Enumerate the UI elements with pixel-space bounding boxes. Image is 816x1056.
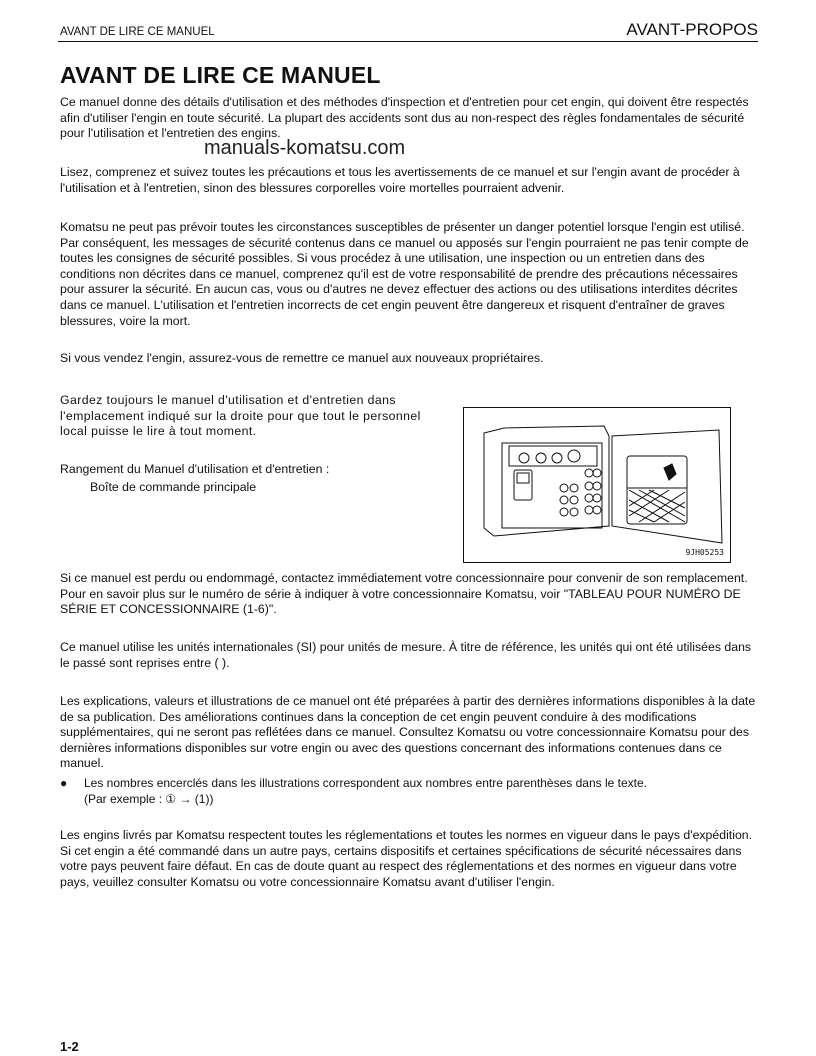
paragraph: Lisez, comprenez et suivez toutes les précautions et tous les avertissements de ce manuel et sur l'engin avant de procéder à l'utilisation et à l'entretien, sinon des blessures corporelles voire mortelles pourraient advenir. xyxy=(60,165,740,195)
paragraph: Rangement du Manuel d'utilisation et d'entretien : xyxy=(60,462,330,476)
paragraph: Gardez toujours le manuel d'utilisation et d'entretien dans l'emplacement indiqué sur la droite pour que tout le personnel local puisse le lire à tout moment. xyxy=(60,393,421,439)
watermark: manuals-komatsu.com xyxy=(204,137,406,159)
page-number: 1-2 xyxy=(60,1039,79,1054)
paragraph: Komatsu ne peut pas prévoir toutes les circonstances susceptibles de présenter un danger potentiel lorsque l'engin est utilisé. Par conséquent, les messages de sécurité contenus dans ce manuel ou apposés sur l'engin pourraient ne pas tenir compte de toutes les consignes de sécurité possibles. Si vous procédez à une utilisation, une inspection ou un entretien dans des conditions non décrites dans ce manuel, comprenez qu'il est de votre responsabilité de prendre des précautions nécessaires pour assurer la sécurité. En aucun cas, vous ou d'autres ne devez effectuer des actions ou des utilisations interdites décrites dans ce manuel. L'utilisation et l'entretien incorrects de cet engin peuvent être dangereux et risquent d'entraîner de graves blessures, voire la mort. xyxy=(60,220,749,328)
paragraph: Ce manuel donne des détails d'utilisation et des méthodes d'inspection et d'entretien pour cet engin, qui doivent être respectés afin d'utiliser l'engin en toute sécurité. La plupart des accidents sont dus au non-respect des règles fondamentales de sécurité pour l'utilisation et l'entretien des engins. xyxy=(60,95,749,141)
header-chapter: AVANT-PROPOS xyxy=(626,20,758,39)
paragraph: Boîte de commande principale xyxy=(90,480,257,494)
bullet-text: Les nombres encerclés dans les illustrations correspondent aux nombres entre parenthèses dans le texte. xyxy=(84,776,647,790)
header-rule xyxy=(58,41,758,42)
bullet-icon: ● xyxy=(60,776,68,790)
paragraph: Si ce manuel est perdu ou endommagé, contactez immédiatement votre concessionnaire pour convenir de son remplacement. Pour en savoir plus sur le numéro de série à indiquer à votre concessionnaire Komatsu, voir "TABLEAU POUR NUMÉRO DE SÉRIE ET CONCESSIONNAIRE (1-6)". xyxy=(60,571,748,617)
page-title: AVANT DE LIRE CE MANUEL xyxy=(60,62,381,88)
figure-id: 9JH05253 xyxy=(685,548,724,557)
paragraph: Si vous vendez l'engin, assurez-vous de remettre ce manuel aux nouveaux propriétaires. xyxy=(60,351,544,365)
header-section: AVANT DE LIRE CE MANUEL xyxy=(60,26,215,38)
bullet-example: (Par exemple : ① → (1)) xyxy=(84,791,214,806)
paragraph: Les engins livrés par Komatsu respectent toutes les réglementations et toutes les normes en vigueur dans le pays d'expédition. Si cet engin a été commandé dans un autre pays, certains dispositifs et certaines spécifications de sécurité nécessaires dans votre pays peuvent faire défaut. En cas de doute quant au respect des réglementations et des normes en vigueur dans votre pays, veuillez consulter Komatsu ou votre concessionnaire Komatsu avant d'utiliser l'engin. xyxy=(60,828,753,889)
paragraph: Les explications, valeurs et illustrations de ce manuel ont été préparées à partir des dernières informations disponibles à la date de sa publication. Des améliorations continues dans la conception de cet engin peuvent conduire à des modifications supplémentaires, qui ne seront pas reflétées dans ce manuel. Consultez Komatsu ou votre concessionnaire Komatsu pour des dernières informations disponibles sur votre engin ou avec des questions concernant des informations contenues dans ce manuel. xyxy=(60,694,756,771)
control-box-illustration xyxy=(463,407,731,563)
paragraph: Ce manuel utilise les unités internationales (SI) pour unités de mesure. À titre de référence, les unités qui ont été utilisées dans le passé sont reprises entre ( ). xyxy=(60,640,752,670)
